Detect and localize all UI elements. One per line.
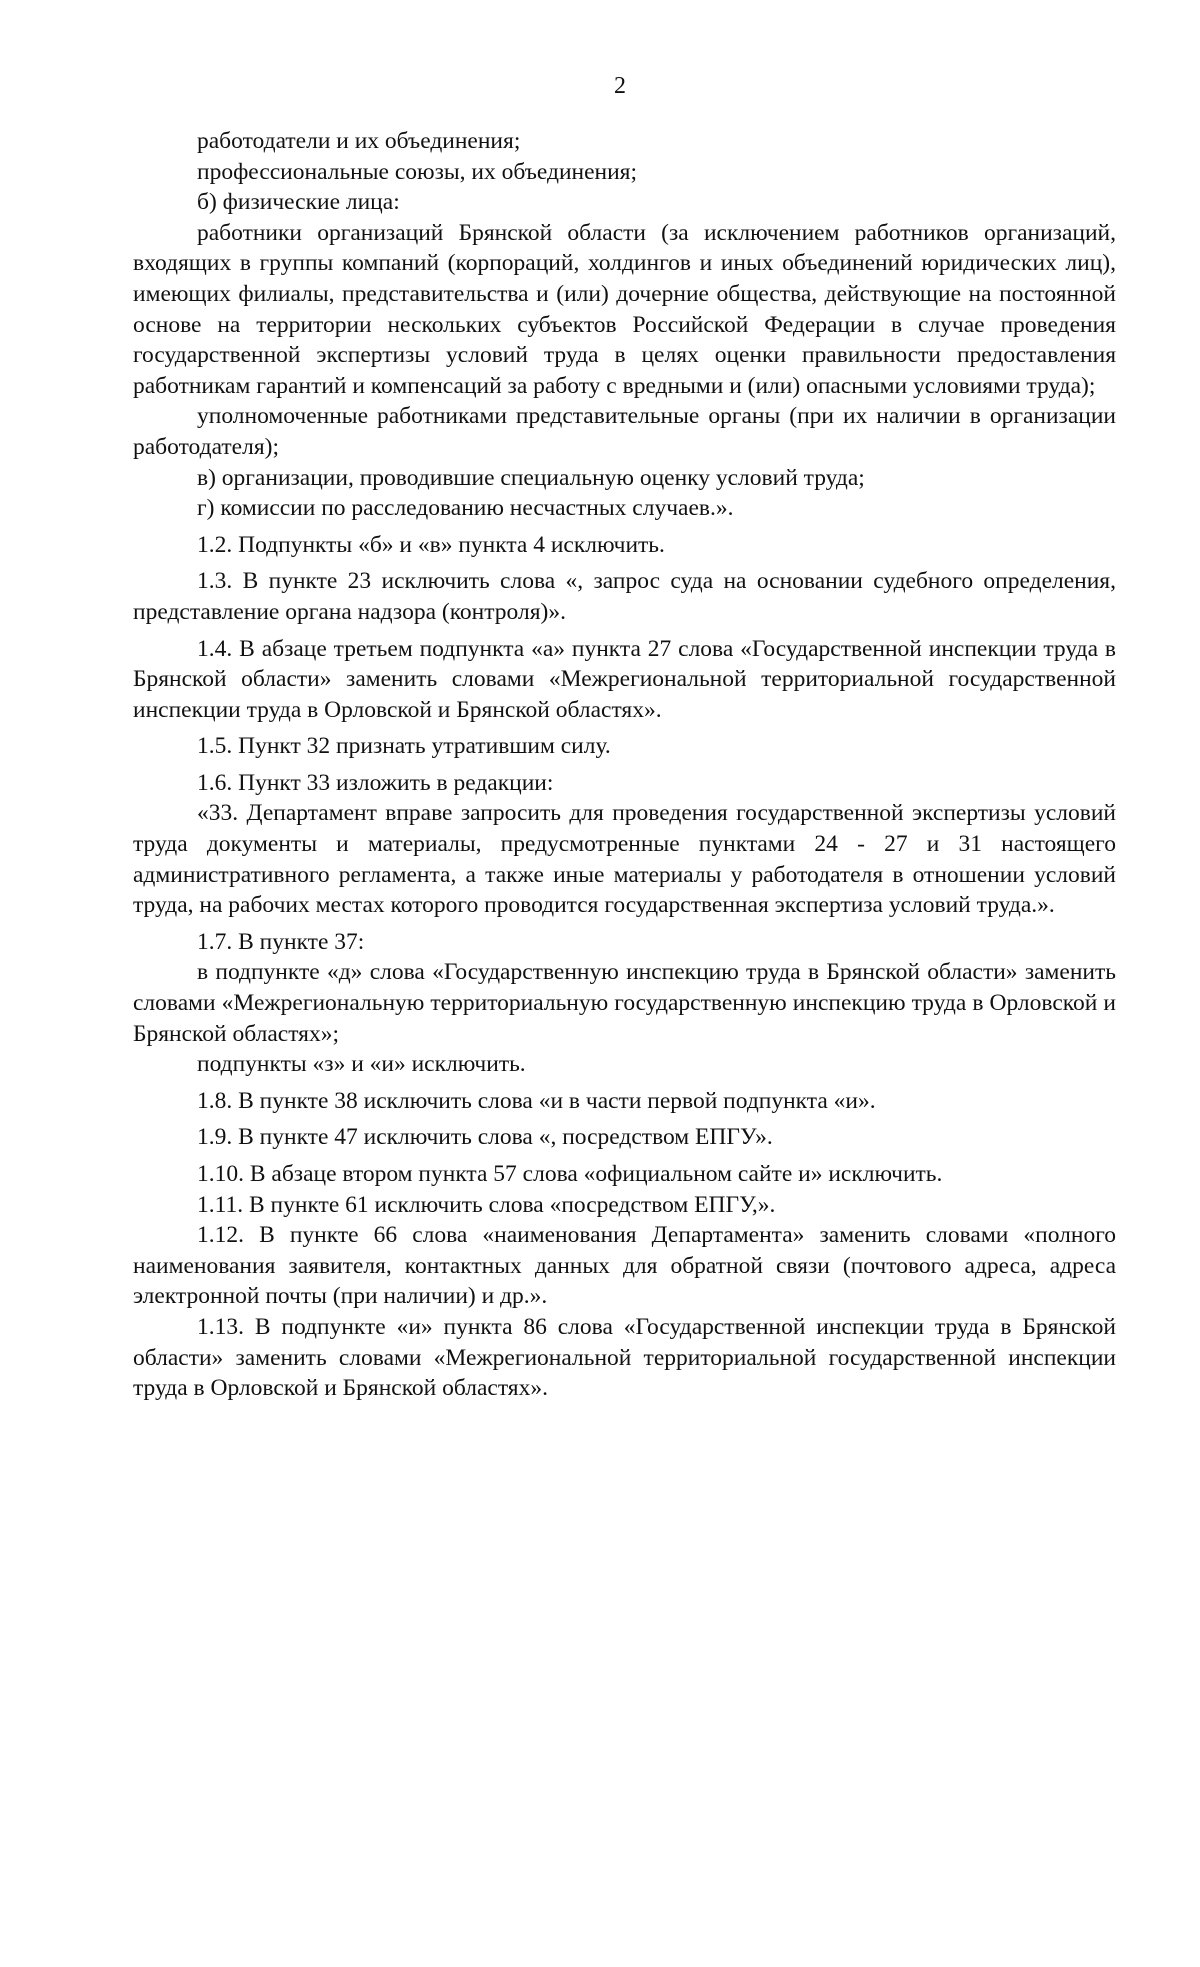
paragraph: работники организаций Брянской области (за исключением работников организаций, входящих в группы компаний (корпораций, холдингов и иных объединений юридических лиц), имеющих филиалы, представительства и (или) дочерние общества, действующие на постоянной основе на территории нескольких субъектов Российской Федерации в случае проведения государственной экспертизы условий труда в целях оценки правильности предоставления работникам гарантий и компенсаций за работу с вредными и (или) опасными условиями труда); bbox=[133, 219, 1116, 399]
paragraph: 1.11. В пункте 61 исключить слова «посредством ЕПГУ,». bbox=[197, 1191, 776, 1218]
paragraph: 1.9. В пункте 47 исключить слова «, посредством ЕПГУ». bbox=[197, 1124, 773, 1151]
paragraph: 1.8. В пункте 38 исключить слова «и в части первой подпункта «и». bbox=[197, 1087, 876, 1114]
paragraph: 1.4. В абзаце третьем подпункта «а» пункта 27 слова «Государственной инспекции труда в Брянской области» заменить словами «Межрегиональной территориальной государственной инспекции труда в Орловской и Брянской областях». bbox=[133, 635, 1116, 723]
paragraph: в подпункте «д» слова «Государственную инспекцию труда в Брянской области» заменить словами «Межрегиональную территориальную государственную инспекцию труда в Орловской и Брянской областях»; bbox=[133, 959, 1116, 1047]
paragraph: работодатели и их объединения; bbox=[197, 128, 521, 154]
document-body bbox=[133, 126, 1116, 1404]
paragraph: 1.5. Пункт 32 признать утратившим силу. bbox=[197, 733, 611, 760]
paragraph: подпункты «з» и «и» исключить. bbox=[197, 1051, 526, 1078]
paragraph: 1.10. В абзаце втором пункта 57 слова «официальном сайте и» исключить. bbox=[197, 1161, 943, 1187]
paragraph: 1.2. Подпункты «б» и «в» пункта 4 исключить. bbox=[197, 531, 665, 558]
paragraph: г) комиссии по расследованию несчастных случаев.». bbox=[197, 495, 734, 522]
paragraph: б) физические лица: bbox=[197, 189, 400, 216]
paragraph: в) организации, проводившие специальную оценку условий труда; bbox=[197, 464, 865, 491]
paragraph: 1.12. В пункте 66 слова «наименования Департамента» заменить словами «полного наименования заявителя, контактных данных для обратной связи (почтового адреса, адреса электронной почты (при наличии) и др.». bbox=[133, 1222, 1116, 1310]
paragraph: 1.3. В пункте 23 исключить слова «, запрос суда на основании судебного определения, представление органа надзора (контроля)». bbox=[133, 568, 1116, 625]
paragraph: «33. Департамент вправе запросить для проведения государственной экспертизы условий труда документы и материалы, предусмотренные пунктами 24 - 27 и 31 настоящего административного регламента, а также иные материалы у работодателя в отношении условий труда, на рабочих местах которого проводится государственная экспертиза условий труда.». bbox=[133, 800, 1116, 919]
paragraph: уполномоченные работниками представительные органы (при их наличии в организации работодателя); bbox=[133, 403, 1116, 460]
paragraph: 1.7. В пункте 37: bbox=[197, 928, 365, 955]
paragraph: 1.6. Пункт 33 изложить в редакции: bbox=[197, 769, 554, 796]
paragraph: 1.13. В подпункте «и» пункта 86 слова «Государственной инспекции труда в Брянской области» заменить словами «Межрегиональной территориальной государственной инспекции труда в Орловской и Брянской областях». bbox=[133, 1313, 1116, 1402]
paragraph: профессиональные союзы, их объединения; bbox=[197, 158, 638, 185]
page-number: 2 bbox=[614, 73, 626, 99]
